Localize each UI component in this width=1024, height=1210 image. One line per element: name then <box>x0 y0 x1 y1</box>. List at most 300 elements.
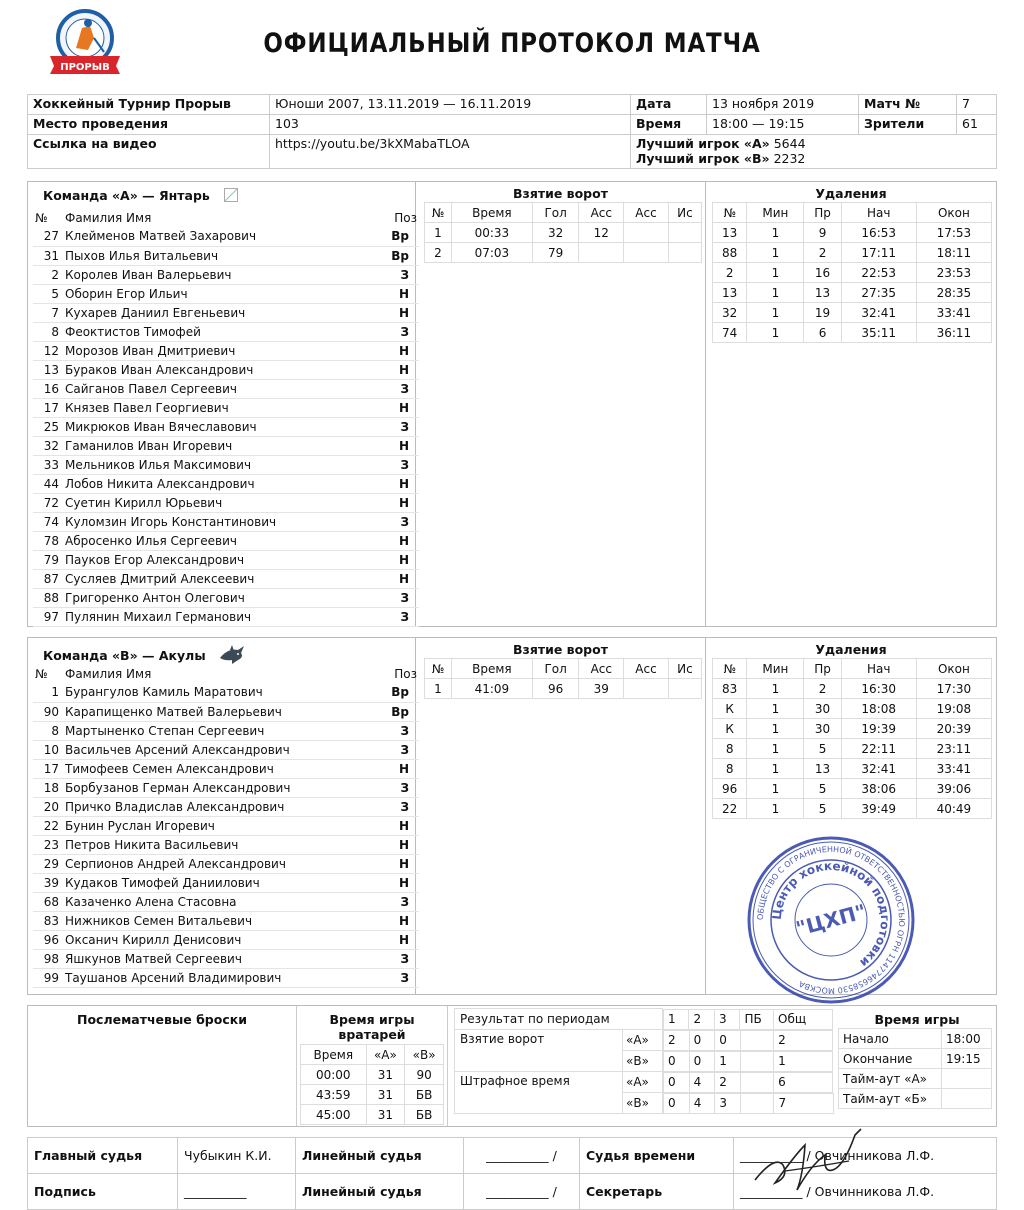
player-name: Пауков Егор Александрович <box>63 550 379 569</box>
roster-row <box>33 835 419 854</box>
col-pos: Поз <box>394 666 417 681</box>
goal-cell <box>668 243 701 263</box>
team-b-goals-panel <box>416 638 706 994</box>
goals-title: Взятие ворот <box>513 642 608 657</box>
team-b-header <box>28 638 415 664</box>
penalty-row <box>713 243 992 263</box>
roster-row <box>33 778 419 797</box>
team-a-roster <box>33 208 419 627</box>
player-name: Куломзин Игорь Константинович <box>63 512 379 531</box>
game-time-panel <box>838 1006 996 1126</box>
team-a-name: Команда «А» — Янтарь <box>43 188 210 203</box>
roster-row <box>33 455 419 474</box>
goal-cell: 1 <box>425 223 452 243</box>
player-number: 25 <box>33 417 63 436</box>
goals-col-header: № <box>425 203 452 223</box>
period-col-header: ПБ <box>740 1009 774 1029</box>
secretary-value: __________ / Овчинникова Л.Ф. <box>734 1174 997 1210</box>
secretary-label: Секретарь <box>580 1174 734 1210</box>
start-value: 18:00 <box>942 1029 992 1049</box>
spectators-value: 61 <box>957 115 997 135</box>
player-number: 10 <box>33 740 63 759</box>
penalty-row <box>713 263 992 283</box>
player-number: 44 <box>33 474 63 493</box>
player-position: З <box>379 322 419 341</box>
team-b-roster <box>33 664 419 988</box>
goalie-cell: БВ <box>405 1085 444 1105</box>
player-name: Таушанов Арсений Владимирович <box>63 968 379 987</box>
player-number: 16 <box>33 379 63 398</box>
timeout-b-value <box>942 1089 992 1109</box>
player-position: З <box>379 455 419 474</box>
player-position: Вр <box>379 683 419 702</box>
goalie-row <box>301 1085 444 1105</box>
player-name: Феоктистов Тимофей <box>63 322 379 341</box>
penalty-cell: 1 <box>747 283 804 303</box>
penalty-cell: 1 <box>747 263 804 283</box>
player-number: 12 <box>33 341 63 360</box>
player-name: Оборин Егор Ильич <box>63 284 379 303</box>
player-name: Пыхов Илья Витальевич <box>63 246 379 265</box>
player-name: Сусляев Дмитрий Алексеевич <box>63 569 379 588</box>
player-name: Князев Павел Георгиевич <box>63 398 379 417</box>
goal-cell <box>624 223 669 243</box>
player-name: Причко Владислав Александрович <box>63 797 379 816</box>
venue-label: Место проведения <box>28 115 270 135</box>
penalty-cell: К <box>713 699 747 719</box>
roster-row <box>33 892 419 911</box>
head-ref-value: Чубыкин К.И. <box>178 1138 296 1174</box>
player-position: З <box>379 740 419 759</box>
penalty-cell: 2 <box>804 243 841 263</box>
player-name: Пулянин Михаил Германович <box>63 607 379 626</box>
penalty-row <box>713 303 992 323</box>
penalty-cell: 20:39 <box>916 719 991 739</box>
goals-col-header: Асс <box>624 203 669 223</box>
penalty-cell: 13 <box>804 759 841 779</box>
player-position: З <box>379 379 419 398</box>
player-name: Мельников Илья Максимович <box>63 455 379 474</box>
penalty-cell: 39:06 <box>916 779 991 799</box>
period-goals-a <box>740 1030 773 1050</box>
goals-col-header: Время <box>451 203 532 223</box>
roster-row <box>33 968 419 987</box>
broken-image-icon <box>224 188 238 202</box>
period-pim-a: 4 <box>689 1072 715 1092</box>
player-number: 1 <box>33 683 63 702</box>
logo-ribbon: ПРОРЫВ <box>60 62 110 73</box>
summary-block <box>27 1005 997 1127</box>
player-number: 17 <box>33 398 63 417</box>
player-position: Н <box>379 398 419 417</box>
roster-row <box>33 512 419 531</box>
player-name: Кухарев Даниил Евгеньевич <box>63 303 379 322</box>
penalty-cell: 1 <box>747 303 804 323</box>
team-a-goals-panel <box>416 182 706 626</box>
stamp-center-text: "ЦХП" <box>793 899 869 941</box>
goal-cell: 39 <box>579 679 624 699</box>
start-label: Начало <box>839 1029 942 1049</box>
penalty-row <box>713 679 992 699</box>
player-number: 78 <box>33 531 63 550</box>
period-goals-b: 1 <box>715 1051 741 1071</box>
goalie-col-header: «А» <box>366 1045 405 1065</box>
player-position: Н <box>379 835 419 854</box>
player-number: 88 <box>33 588 63 607</box>
roster-row <box>33 873 419 892</box>
player-position: Н <box>379 531 419 550</box>
end-value: 19:15 <box>942 1049 992 1069</box>
goals-col-header: Асс <box>624 659 669 679</box>
penalty-cell: 22 <box>713 799 747 819</box>
player-name: Мартыненко Степан Сергеевич <box>63 721 379 740</box>
player-position: З <box>379 588 419 607</box>
player-name: Королев Иван Валерьевич <box>63 265 379 284</box>
penalty-cell: 1 <box>747 323 804 343</box>
shark-logo-icon <box>218 644 246 669</box>
roster-row <box>33 227 419 246</box>
goal-cell: 00:33 <box>451 223 532 243</box>
player-position: Н <box>379 303 419 322</box>
team-b-mark: «В» <box>623 1093 663 1114</box>
player-number: 68 <box>33 892 63 911</box>
penalty-cell: 30 <box>804 719 841 739</box>
col-pos: Поз <box>394 210 417 225</box>
player-number: 22 <box>33 816 63 835</box>
penalty-cell: 17:11 <box>841 243 916 263</box>
goalie-cell: 90 <box>405 1065 444 1085</box>
penalty-cell: 30 <box>804 699 841 719</box>
team-a-penalties-panel <box>706 182 996 626</box>
penalty-cell: 2 <box>804 679 841 699</box>
player-position: Н <box>379 436 419 455</box>
team-b-name: Команда «В» — Акулы <box>43 648 206 663</box>
player-name: Бураков Иван Александрович <box>63 360 379 379</box>
player-number: 17 <box>33 759 63 778</box>
team-a-roster-panel <box>28 182 416 626</box>
penalty-col-header: Нач <box>841 203 916 223</box>
player-number: 5 <box>33 284 63 303</box>
goalie-cell: 00:00 <box>301 1065 367 1085</box>
goal-row <box>425 679 702 699</box>
player-number: 27 <box>33 227 63 246</box>
best-a-value: 5644 <box>773 136 806 151</box>
goalie-time-panel <box>296 1006 448 1126</box>
player-number: 31 <box>33 246 63 265</box>
periods-panel <box>454 1006 834 1126</box>
official-stamp <box>746 835 916 1005</box>
player-number: 74 <box>33 512 63 531</box>
player-position: З <box>379 265 419 284</box>
roster-row <box>33 398 419 417</box>
player-name: Оксанич Кирилл Денисович <box>63 930 379 949</box>
player-number: 18 <box>33 778 63 797</box>
penalty-cell: 19:08 <box>916 699 991 719</box>
player-position: З <box>379 417 419 436</box>
player-position: Н <box>379 360 419 379</box>
penalty-cell: 35:11 <box>841 323 916 343</box>
shootout-label: Послематчевые броски <box>76 1012 247 1027</box>
penalty-col-header: Окон <box>916 203 991 223</box>
player-name: Борбузанов Герман Александрович <box>63 778 379 797</box>
roster-row <box>33 531 419 550</box>
penalty-cell: К <box>713 719 747 739</box>
timeout-b-label: Тайм-аут «Б» <box>839 1089 942 1109</box>
player-position: Н <box>379 911 419 930</box>
best-a-label: Лучший игрок «А» <box>636 136 770 151</box>
penalty-cell: 8 <box>713 739 747 759</box>
goal-cell: 41:09 <box>451 679 532 699</box>
player-name: Кудаков Тимофей Даниилович <box>63 873 379 892</box>
player-name: Суетин Кирилл Юрьевич <box>63 493 379 512</box>
line-ref-label: Линейный судья <box>296 1174 464 1210</box>
penalty-cell: 1 <box>747 699 804 719</box>
head-ref-label: Главный судья <box>28 1138 178 1174</box>
player-name: Нижников Семен Витальевич <box>63 911 379 930</box>
game-time-title: Время игры <box>874 1012 960 1027</box>
team-a-header <box>28 182 415 208</box>
penalty-row <box>713 799 992 819</box>
player-name: Петров Никита Васильевич <box>63 835 379 854</box>
col-name: Фамилия Имя <box>65 210 152 225</box>
stamp-ring-text: ОБЩЕСТВО С ОГРАНИЧЕННОЙ ОТВЕТСТВЕННОСТЬЮ ОГРН 1147746658530 МОСКВА <box>755 844 907 996</box>
player-position: Вр <box>379 702 419 721</box>
handwritten-signature <box>745 1125 895 1200</box>
player-position: Н <box>379 493 419 512</box>
player-name: Бурангулов Камиль Маратович <box>63 683 379 702</box>
roster-row <box>33 588 419 607</box>
player-number: 83 <box>33 911 63 930</box>
goalie-col-header: «В» <box>405 1045 444 1065</box>
player-number: 23 <box>33 835 63 854</box>
period-pim-b <box>741 1093 774 1113</box>
goal-cell: 79 <box>532 243 579 263</box>
goalie-row <box>301 1105 444 1125</box>
player-position: Вр <box>379 227 419 246</box>
player-name: Тимофеев Семен Александрович <box>63 759 379 778</box>
sign-value: __________ <box>178 1174 296 1210</box>
penalty-cell: 1 <box>747 679 804 699</box>
penalty-cell: 13 <box>713 283 747 303</box>
player-position: З <box>379 968 419 987</box>
spectators-label: Зрители <box>859 115 957 135</box>
team-a-goals-table <box>424 202 702 263</box>
player-name: Клейменов Матвей Захарович <box>63 227 379 246</box>
player-name: Лобов Никита Александрович <box>63 474 379 493</box>
period-col-header: 3 <box>714 1009 739 1029</box>
pim-row-label: Штрафное время <box>455 1072 623 1114</box>
player-number: 33 <box>33 455 63 474</box>
roster-row <box>33 797 419 816</box>
penalty-cell: 18:08 <box>841 699 916 719</box>
goal-cell <box>668 223 701 243</box>
goal-cell <box>624 679 669 699</box>
player-position: Н <box>379 474 419 493</box>
team-a-penalties-table <box>712 202 992 343</box>
roster-row <box>33 740 419 759</box>
best-b-value: 2232 <box>773 151 806 166</box>
penalty-cell: 8 <box>713 759 747 779</box>
match-info-table <box>27 94 997 169</box>
player-number: 20 <box>33 797 63 816</box>
player-name: Казаченко Алена Стасовна <box>63 892 379 911</box>
period-pim-a <box>740 1072 773 1092</box>
player-position: З <box>379 607 419 626</box>
roster-row <box>33 607 419 626</box>
roster-row <box>33 341 419 360</box>
penalty-cell: 33:41 <box>916 759 991 779</box>
period-pim-a: 0 <box>664 1072 690 1092</box>
timekeeper-value: __________ / Овчинникова Л.Ф. <box>734 1138 997 1174</box>
player-number: 13 <box>33 360 63 379</box>
stamp-inner-text: Центр хоккейной подготовки <box>769 858 893 971</box>
team-a-mark: «А» <box>623 1072 663 1093</box>
penalty-col-header: Нач <box>841 659 916 679</box>
goal-cell: 07:03 <box>451 243 532 263</box>
team-b-mark: «В» <box>623 1051 663 1072</box>
player-name: Васильчев Арсений Александрович <box>63 740 379 759</box>
player-number: 32 <box>33 436 63 455</box>
player-name: Карапищенко Матвей Валерьевич <box>63 702 379 721</box>
roster-row <box>33 474 419 493</box>
player-number: 90 <box>33 702 63 721</box>
periods-title: Результат по периодам <box>455 1009 663 1030</box>
player-name: Микрюков Иван Вячеславович <box>63 417 379 436</box>
video-label: Ссылка на видео <box>28 135 270 169</box>
goals-col-header: Время <box>451 659 532 679</box>
goal-cell: 96 <box>532 679 579 699</box>
penalty-row <box>713 283 992 303</box>
page-title: ОФИЦИАЛЬНЫЙ ПРОТОКОЛ МАТЧА <box>263 28 761 59</box>
goal-cell: 1 <box>425 679 452 699</box>
penalty-cell: 38:06 <box>841 779 916 799</box>
player-number: 72 <box>33 493 63 512</box>
penalties-title: Удаления <box>815 642 887 657</box>
match-value: 7 <box>957 95 997 115</box>
player-position: З <box>379 797 419 816</box>
penalty-cell: 27:35 <box>841 283 916 303</box>
player-position: З <box>379 512 419 531</box>
period-pim-b: 3 <box>715 1093 741 1113</box>
player-position: Н <box>379 569 419 588</box>
period-pim-a: 2 <box>715 1072 741 1092</box>
period-pim-b: 7 <box>774 1093 833 1113</box>
player-position: З <box>379 778 419 797</box>
period-col-header: 1 <box>664 1009 689 1029</box>
goal-cell: 12 <box>579 223 624 243</box>
penalty-cell: 39:49 <box>841 799 916 819</box>
roster-row <box>33 246 419 265</box>
player-number: 39 <box>33 873 63 892</box>
roster-row <box>33 759 419 778</box>
col-name: Фамилия Имя <box>65 666 152 681</box>
team-b-roster-panel <box>28 638 416 994</box>
roster-row <box>33 493 419 512</box>
goal-row <box>425 243 702 263</box>
date-value: 13 ноября 2019 <box>707 95 859 115</box>
penalty-row <box>713 719 992 739</box>
player-position: Вр <box>379 246 419 265</box>
player-position: З <box>379 892 419 911</box>
time-label: Время <box>631 115 707 135</box>
goals-row-label: Взятие ворот <box>455 1030 623 1072</box>
goalie-row <box>301 1065 444 1085</box>
penalty-cell: 16 <box>804 263 841 283</box>
goal-row <box>425 223 702 243</box>
penalty-cell: 19 <box>804 303 841 323</box>
col-num: № <box>35 666 48 681</box>
player-number: 98 <box>33 949 63 968</box>
video-link[interactable]: https://youtu.be/3kXMabaTLOA <box>270 135 631 169</box>
goals-col-header: Асс <box>579 659 624 679</box>
penalty-col-header: № <box>713 659 747 679</box>
line-ref-value: __________ / <box>464 1138 580 1174</box>
player-position: Н <box>379 284 419 303</box>
period-goals-b: 0 <box>664 1051 690 1071</box>
penalty-cell: 13 <box>713 223 747 243</box>
goal-cell <box>624 243 669 263</box>
penalty-cell: 1 <box>747 779 804 799</box>
period-goals-a: 2 <box>774 1030 833 1050</box>
player-name: Яшкунов Матвей Сергеевич <box>63 949 379 968</box>
player-position: З <box>379 949 419 968</box>
roster-row <box>33 265 419 284</box>
penalty-cell: 1 <box>747 739 804 759</box>
penalties-title: Удаления <box>815 186 887 201</box>
penalty-cell: 40:49 <box>916 799 991 819</box>
player-position: Н <box>379 341 419 360</box>
penalty-cell: 17:30 <box>916 679 991 699</box>
roster-row <box>33 702 419 721</box>
player-position: Н <box>379 550 419 569</box>
penalty-col-header: Пр <box>804 203 841 223</box>
roster-row <box>33 930 419 949</box>
penalty-row <box>713 223 992 243</box>
goalie-cell: БВ <box>405 1105 444 1125</box>
venue-value: 103 <box>270 115 631 135</box>
penalty-cell: 83 <box>713 679 747 699</box>
penalty-cell: 33:41 <box>916 303 991 323</box>
line-ref-label: Линейный судья <box>296 1138 464 1174</box>
player-name: Сайганов Павел Сергеевич <box>63 379 379 398</box>
goalie-cell: 31 <box>366 1105 405 1125</box>
period-goals-a: 2 <box>664 1030 690 1050</box>
penalty-cell: 32:41 <box>841 303 916 323</box>
period-pim-b: 0 <box>664 1093 690 1113</box>
penalty-cell: 1 <box>747 223 804 243</box>
roster-row <box>33 417 419 436</box>
player-position: Н <box>379 854 419 873</box>
player-name: Бунин Руслан Игоревич <box>63 816 379 835</box>
penalty-cell: 16:30 <box>841 679 916 699</box>
period-goals-b: 1 <box>774 1051 833 1071</box>
player-number: 7 <box>33 303 63 322</box>
best-b-label: Лучший игрок «В» <box>636 151 770 166</box>
penalty-cell: 17:53 <box>916 223 991 243</box>
player-position: Н <box>379 759 419 778</box>
goals-title: Взятие ворот <box>513 186 608 201</box>
date-label: Дата <box>631 95 707 115</box>
tournament-name: Хоккейный Турнир Прорыв <box>28 95 270 115</box>
time-value: 18:00 — 19:15 <box>707 115 859 135</box>
team-a-block <box>27 181 997 627</box>
player-position: Н <box>379 873 419 892</box>
team-a-mark: «А» <box>623 1030 663 1051</box>
timeout-a-value <box>942 1069 992 1089</box>
penalty-col-header: Мин <box>747 203 804 223</box>
match-label: Матч № <box>859 95 957 115</box>
period-goals-b <box>740 1051 773 1071</box>
